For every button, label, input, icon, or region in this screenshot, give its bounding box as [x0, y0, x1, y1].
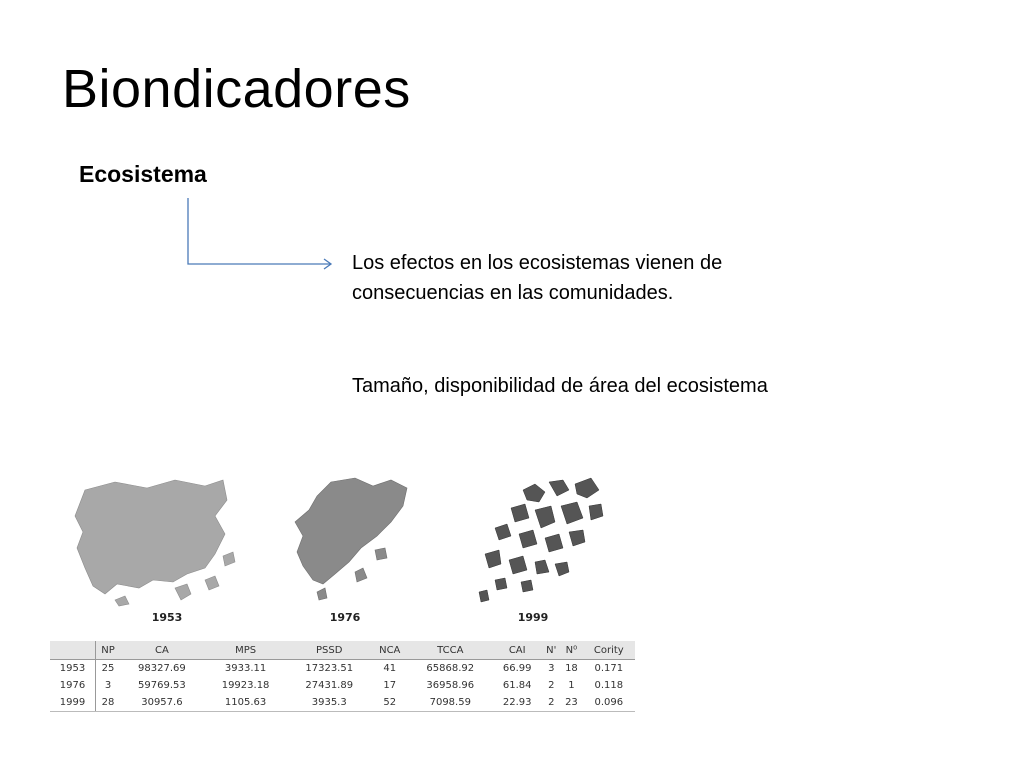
table-cell: 98327.69 [138, 663, 186, 674]
table-cell: 7098.59 [408, 694, 492, 712]
table-header-cell: TCCA [408, 641, 492, 660]
table-cell: 3 [104, 680, 112, 691]
map-label-1999: 1999 [517, 611, 549, 624]
table-cell: 25 [101, 663, 115, 674]
table-cell: 1 [568, 680, 575, 691]
table-cell: 66.99 [502, 663, 532, 674]
table-cell: 1105.63 [204, 694, 288, 712]
table-cell: 22.93 [492, 694, 542, 712]
map-1953 [75, 480, 235, 606]
table-header-cell: MPS [204, 641, 288, 660]
table-cell: 0.171 [594, 663, 624, 674]
table-cell: 17323.51 [305, 663, 354, 674]
map-label-1976: 1976 [329, 611, 361, 624]
table-cell: 19923.18 [221, 680, 270, 691]
table-header-cell: Cority [583, 641, 635, 660]
table-cell: 1999 [50, 694, 96, 712]
table-cell: 27431.89 [305, 680, 354, 691]
table-header-cell: CA [120, 641, 204, 660]
table-cell: 0.096 [583, 694, 635, 712]
table-row [50, 677, 635, 694]
table-header-cell: PSSD [287, 641, 371, 660]
table-cell: 0.118 [594, 680, 624, 691]
table-cell: 41 [383, 663, 397, 674]
table-cell: 28 [96, 694, 121, 712]
table-cell: 3935.3 [287, 694, 371, 712]
map-1999 [479, 478, 603, 602]
table-row [50, 694, 635, 712]
table-cell: 3933.11 [224, 663, 267, 674]
table-cell: 59769.53 [138, 680, 186, 691]
table-cell: 30957.6 [120, 694, 204, 712]
table-header-cell [50, 641, 96, 660]
table-cell: 52 [371, 694, 408, 712]
paragraph-size-availability: Tamaño, disponibilidad de área del ecosistema [352, 375, 768, 397]
table-header-row [50, 641, 635, 660]
connector-arrow-icon [180, 195, 340, 275]
paragraph-effects: Los efectos en los ecosistemas vienen de consecuencias en las comunidades. [352, 252, 723, 304]
table-cell: 3 [548, 663, 555, 674]
table-cell: 1953 [50, 660, 96, 678]
table-cell: 36958.96 [426, 680, 475, 691]
landscape-metrics-table [50, 641, 635, 712]
table-cell: 65868.92 [426, 663, 475, 674]
table-header-cell: NCA [371, 641, 408, 660]
table-cell: 17 [383, 680, 397, 691]
habitat-maps-figure [55, 476, 635, 626]
table-row [50, 660, 635, 678]
table-cell: 61.84 [502, 680, 532, 691]
table-cell: 2 [548, 680, 555, 691]
table-cell: 18 [565, 663, 578, 674]
table-header-cell: NP [96, 641, 121, 660]
map-1976 [295, 478, 407, 600]
map-label-1953: 1953 [151, 611, 183, 624]
table-cell: 23 [560, 694, 582, 712]
slide-title: Biondicadores [62, 59, 411, 119]
table-header-cell: N⁰ [560, 641, 582, 660]
table-cell: 2 [542, 694, 560, 712]
slide-subtitle: Ecosistema [79, 161, 207, 187]
table-cell: 1976 [50, 677, 96, 694]
table-header-cell: N' [542, 641, 560, 660]
table-header-cell: CAI [492, 641, 542, 660]
